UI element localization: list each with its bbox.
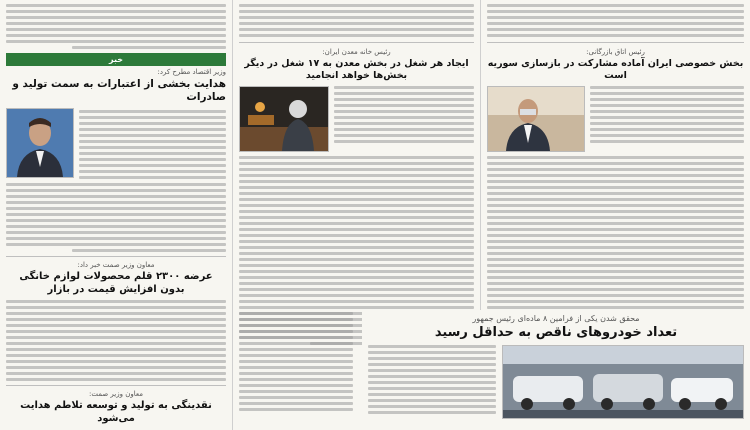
kicker-president-order: محقق شدن یکی از فرامین ۸ ماده‌ای رئیس جمهور [472,314,640,323]
headline-home-appliances: عرضه ۲۳۰۰ قلم محصولات لوازم خانگی بدون افزایش قیمت در بازار [19,271,213,295]
headline-credits: هدایت بخشی از اعتبارات به سمت تولید و صادرات [12,78,226,104]
kicker-deputy-minister: معاون وزیر صمت خبر داد: [77,261,155,270]
kicker-mine-house: رئیس خانه معدن ایران: [322,48,391,56]
right-top-text [487,4,744,37]
story-economy-block [6,108,226,179]
middle-lower-text [233,312,359,430]
chamber-head-photo [487,86,585,152]
left-column [0,0,232,430]
headline-incomplete-cars: تعداد خودروهای ناقص به حداقل رسید [434,325,678,340]
car-factory-photo [502,345,744,419]
headline-syria-reconstruction: بخش خصوصی ایران آماده مشارکت در بازسازی سوریه است [487,58,744,81]
kicker-economy-minister: وزیر اقتصاد مطرح کرد: [157,68,226,76]
minister-portrait-photo [6,108,74,178]
headline-mining-jobs: ایجاد هر شغل در بخش معدن به ۱۷ شغل در دیگر بخش‌ها خواهد انجامید [244,58,469,81]
car-story [362,310,750,430]
middle-top-text [239,4,474,37]
kicker-deputy-minister-2: معاون وزیر صمت: [88,390,144,399]
left-top-text [6,4,226,49]
news-band: خبر [6,53,226,66]
mining-worker-photo [239,86,329,152]
kicker-chamber-head: رئیس اتاق بازرگانی: [586,48,645,56]
headline-liquidity: نقدینگی به تولید و توسعه تلاطم هدایت می‌شود [20,400,212,424]
